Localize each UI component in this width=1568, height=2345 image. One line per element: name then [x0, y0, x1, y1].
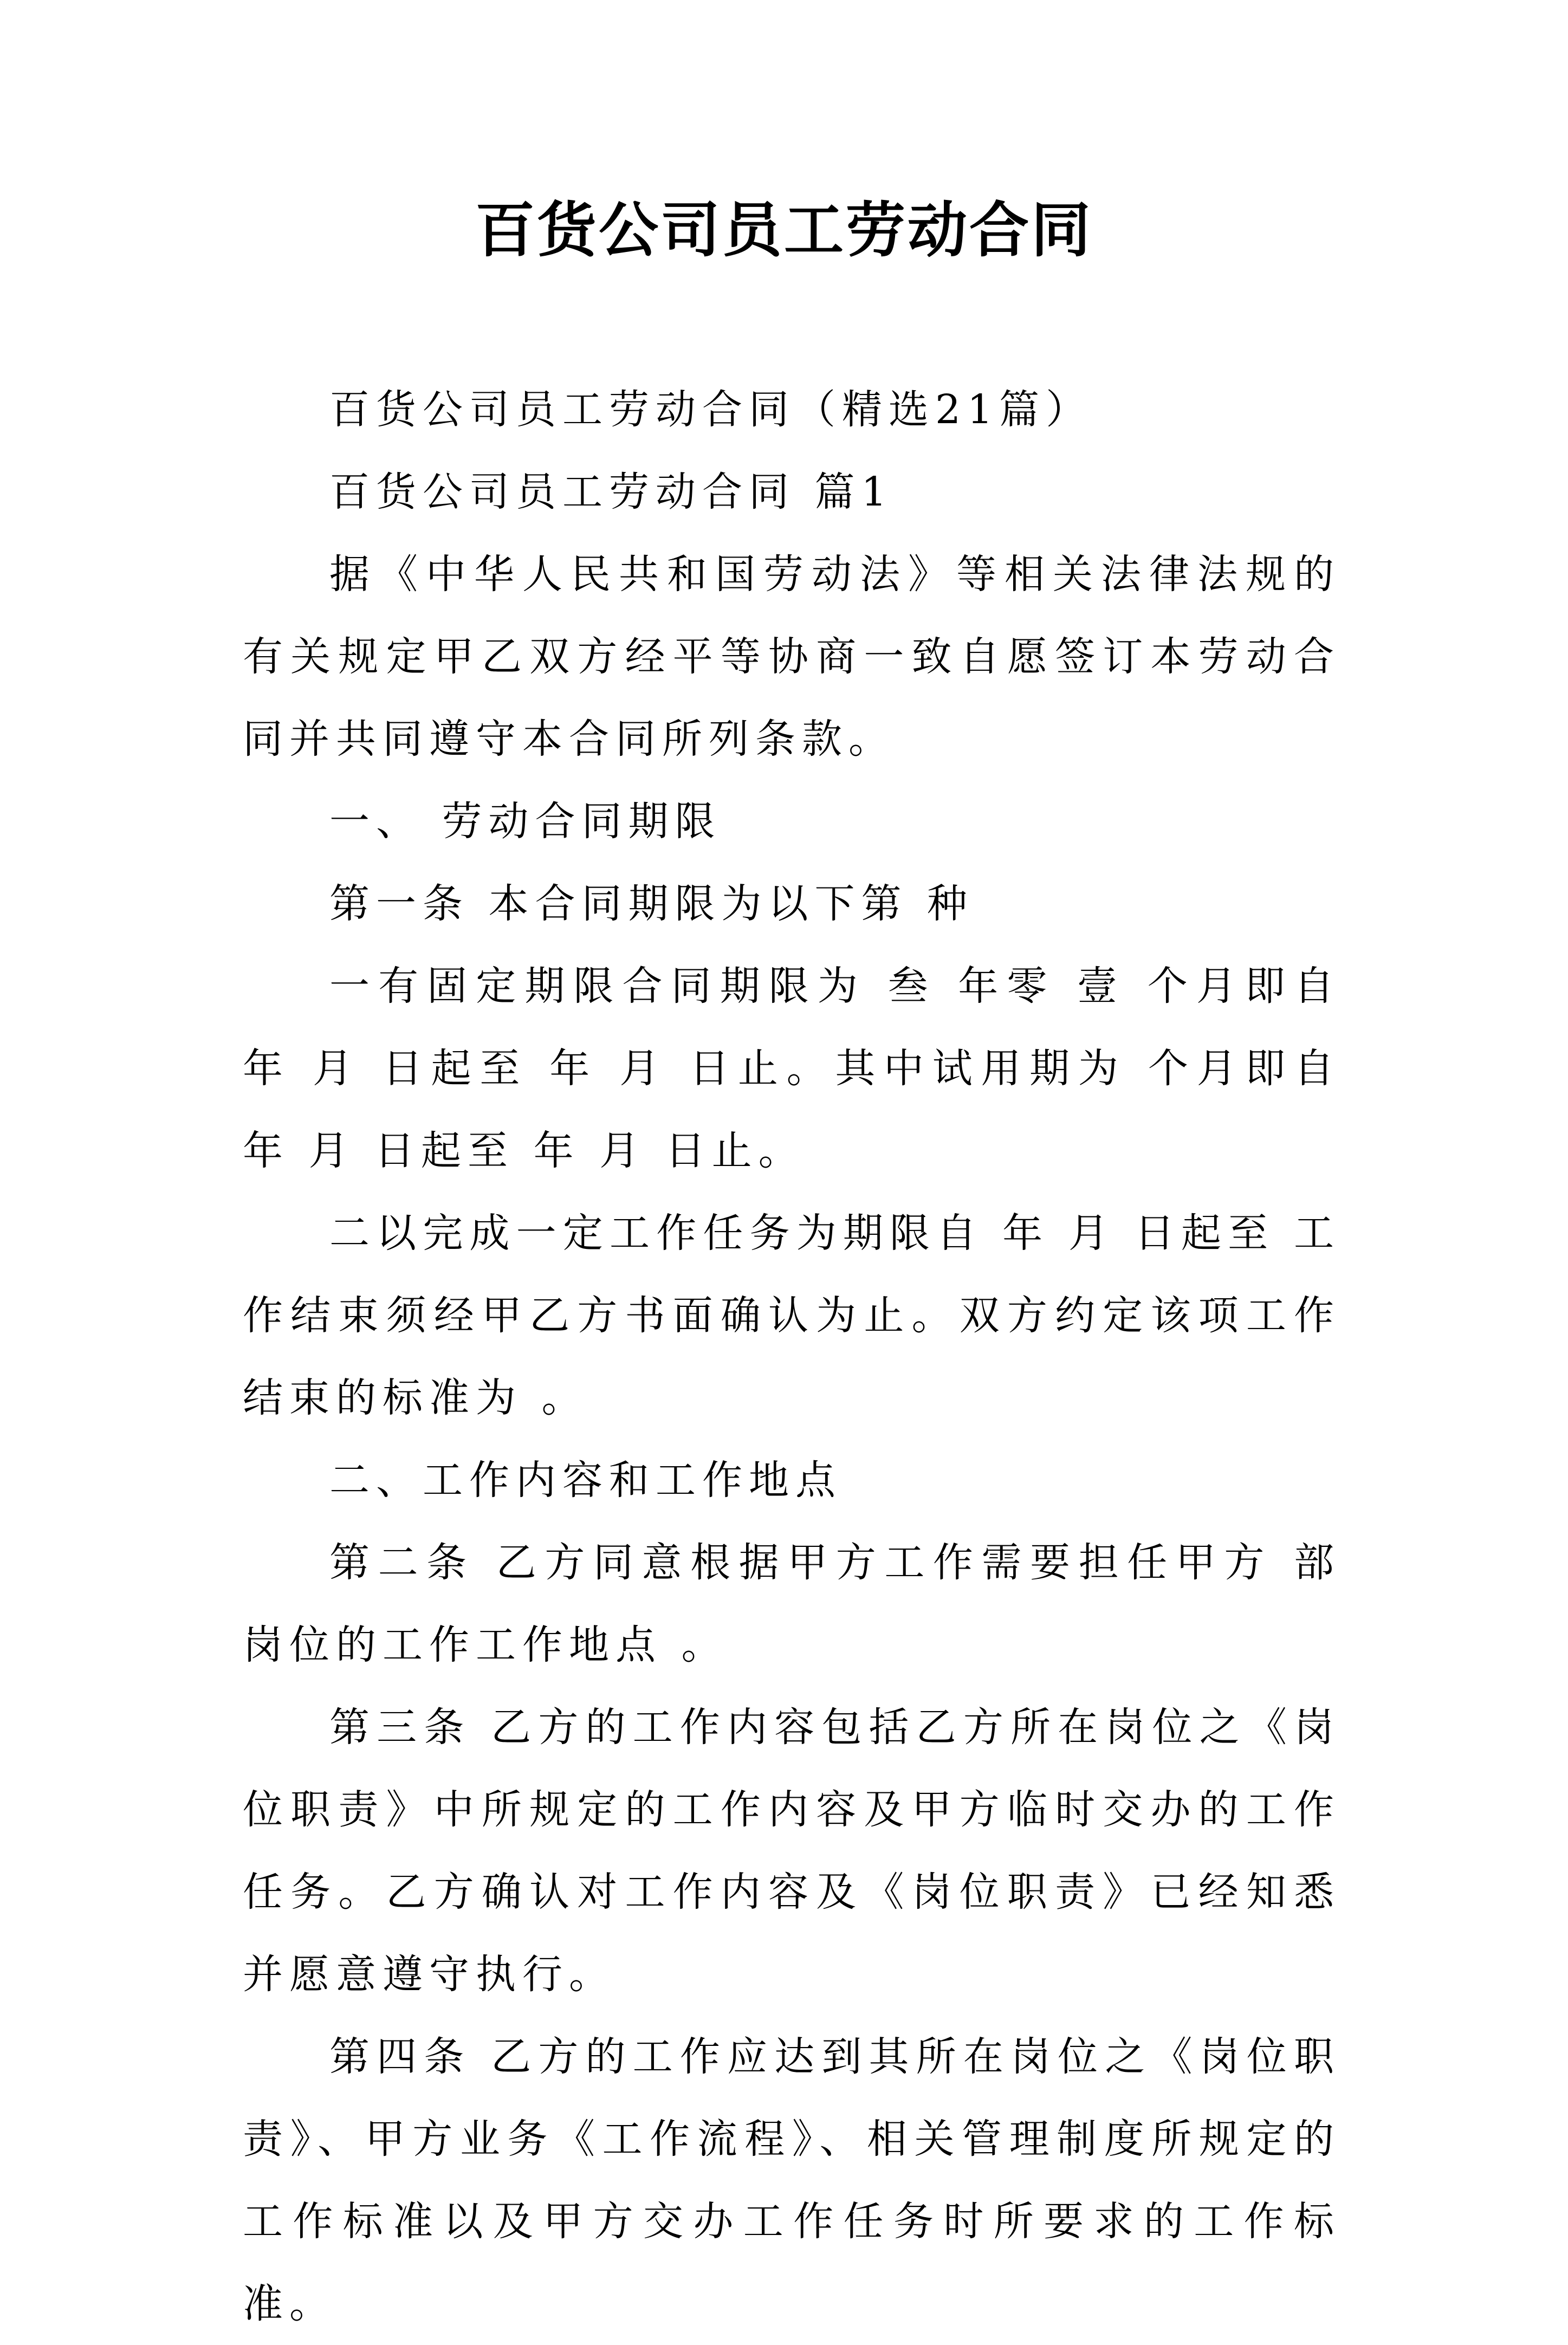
- clause-1-fixed-term: 一有固定期限合同期限为 叁 年零 壹 个月即自 年 月 日起至 年 月 日止。其中试用期为 个月即自 年 月 日起至 年 月 日止。: [243, 963, 1340, 1174]
- clause-2: 第二条 乙方同意根据甲方工作需要担任甲方 部 岗位的工作工作地点 。: [243, 1539, 1340, 1668]
- document-title: 百货公司员工劳动合同: [475, 195, 1093, 265]
- clause-3: 第三条 乙方的工作内容包括乙方所在岗位之《岗位职责》中所规定的工作内容及甲方临时交办的工作任务。乙方确认对工作内容及《岗位职责》已经知悉并愿意遵守执行。: [243, 1704, 1340, 1998]
- section-heading-term: 一、 劳动合同期限: [329, 798, 722, 845]
- article-heading: 百货公司员工劳动合同 篇1: [329, 469, 893, 515]
- collection-heading: 百货公司员工劳动合同（精选21篇）: [329, 386, 1093, 433]
- clause-4: 第四条 乙方的工作应达到其所在岗位之《岗位职责》、甲方业务《工作流程》、相关管理制度所规定的工作标准以及甲方交办工作任务时所要求的工作标准。: [243, 2033, 1340, 2327]
- clause-1-task-term: 二以完成一定工作任务为期限自 年 月 日起至 工作结束须经甲乙方书面确认为止。双方约定该项工作结束的标准为 。: [243, 1210, 1340, 1421]
- preamble-paragraph: 据《中华人民共和国劳动法》等相关法律法规的有关规定甲乙双方经平等协商一致自愿签订本劳动合同并共同遵守本合同所列条款。: [243, 551, 1340, 762]
- document-body: [243, 368, 1340, 2345]
- clause-1: 第一条 本合同期限为以下第 种: [329, 880, 974, 927]
- section-heading-work: 二、工作内容和工作地点: [329, 1457, 842, 1504]
